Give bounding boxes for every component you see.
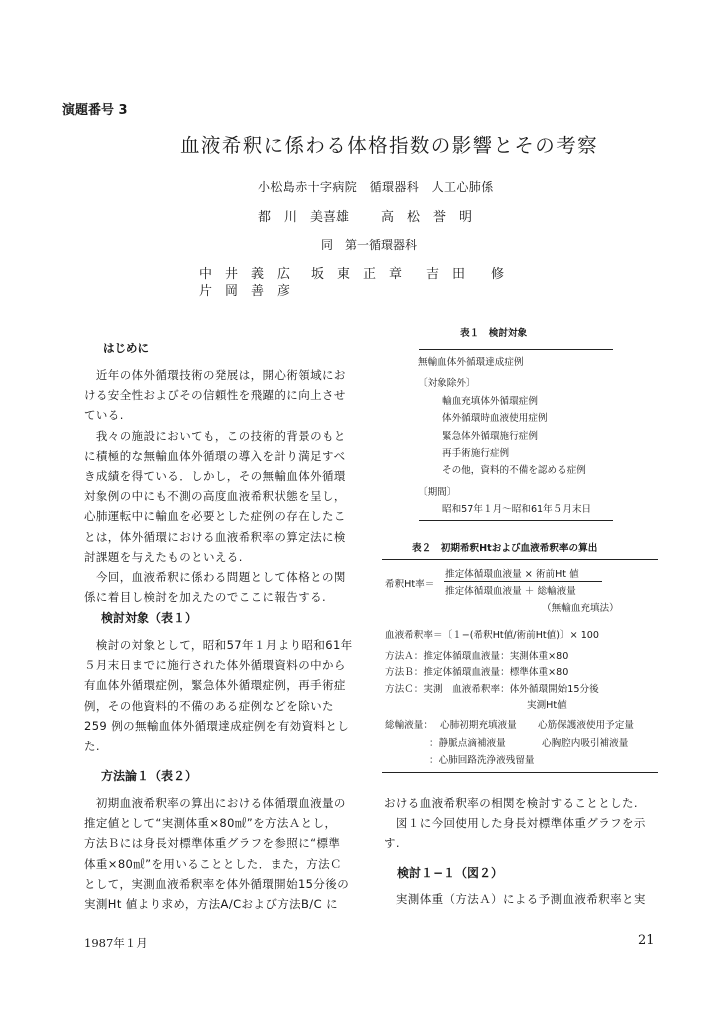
table1-period-head: 〔期間〕 [418,486,457,498]
author-6: 片 岡 善 彦 [199,284,291,299]
table1-top-rule [419,349,613,350]
study-paragraph: 実測体重（方法Ａ）による予測血液希釈率と実 [384,892,646,906]
table1-caption: 表１ 検討対象 [460,328,528,339]
fraction-bar [444,581,602,582]
author-3: 中 井 義 広 [199,267,291,282]
author-4: 坂 東 正 章 [311,267,403,282]
formula-denominator: 推定体循環血液量 ＋ 総輸液量 [445,586,576,597]
table1-body: 無輸血体外循環達成症例 〔対象除外〕 輸血充填体外循環症例 体外循環時血液使用症例 緊急体外循環施行症例 再手術施行症例 その他，資料的不備を認める症例 〔期間〕 昭和57年１月〜昭和61年５月末日 [418,354,591,519]
dilution-ht-label: 希釈Ht率＝ [385,579,435,590]
author-5: 吉 田 修 [426,267,505,282]
session-number: 演題番号 3 [62,103,128,118]
table1-row-subject: 無輸血体外循環達成症例 [418,357,524,368]
paper-title: 血液希釈に係わる体格指数の影響とその考察 [180,134,599,157]
method-c-row: 方法Ｃ：実測 血液希釈率：体外循環開始15分後 [385,683,599,695]
fluid-item-1: 心肺初期充填液量 [440,720,517,731]
section-heading-method: 方法論１（表２） [101,769,198,783]
issue-date: 1987年１月 [84,936,148,950]
right-paragraph: おける血液希釈率の相関を検討することとした. 図１に今回使用した身長対標準体重グラフを示 す. [384,796,646,851]
fluid-item-4: 心胸腔内吸引補液量 [542,738,629,749]
methods-list [385,649,599,715]
page-number: 21 [638,933,655,948]
section-heading-study: 検討１−１（図２） [397,866,504,880]
method-b-row: 方法Ｂ：推定体循環血液量：標準体重×80 [385,667,569,679]
table2-bottom-rule [382,772,658,773]
table1-exclusion-head: 〔対象除外〕 [418,378,476,390]
section-heading-intro: はじめに [103,341,149,355]
author-2: 高 松 誉 明 [381,210,473,225]
table1-period: 昭和57年１月〜昭和61年５月末日 [442,504,592,516]
intro-paragraph: 近年の体外循環技術の発展は，開心術領域にお ける安全性およびその信頼性を飛躍的に向上させ ている. 我々の施設においても，この技術的背景のもと に積極的な無輸血体外循環の導入を計り満足すべ き成績を得ている．しかし，その無輸血体外循環 対象例の中にも不測の高度血液希釈状態を呈し， 心肺運転中に輸血を必要とした症例の存在したこ とは，体外循環における血液希釈率の算定法に検 討課題を与えたものといえる. 今回，血液希釈に係わる問題として体格との関 係に着目し検討を加えたのでここに報告する. [84,368,346,605]
author-1: 都 川 美喜雄 [258,210,350,225]
method-c-cont: 実測Ht値 [527,700,567,712]
method-a-row: 方法Ａ：推定体循環血液量：実測体重×80 [385,651,569,662]
table1-bottom-rule [419,520,613,521]
dilution-ratio-formula: 血液希釈率＝〔１−(希釈Ht値/術前Ht値)〕× 100 [385,630,600,641]
method-paragraph: 初期血液希釈率の算出における体循環血液量の 推定値として“実測体重×80㎖”を方法Ａとし， 方法Ｂには身長対標準体重グラフを参照に“標準 体重×80㎖”を用いることとした．また，方法Ｃ として，実測血液希釈率を体外循環開始15分後の 実測Ht 値より求め，方法A/Cおよび方法B/C に [84,796,350,912]
section-heading-subjects: 検討対象（表１） [101,611,198,625]
fluid-item-3: ：静脈点滴補液量 [429,738,506,749]
affiliation-secondary: 同 第一循環器科 [321,238,418,252]
subjects-paragraph: 検討の対象として，昭和57年１月より昭和61年 ５月末日までに施行された体外循環資料の中から 有血体外循環症例，緊急体外循環症例，再手術症 例，その他資料的不備のある症例などを除いた 259 例の無輸血体外循環達成症例を有効資料とし た. [84,638,353,754]
affiliation-primary: 小松島赤十字病院 循環器科 人工心肺係 [258,180,494,194]
table2-top-rule [382,559,658,560]
table2-caption: 表２ 初期希釈Htおよび血液希釈率の算出 [412,543,598,554]
formula-note: （無輸血充填法） [542,603,619,614]
fluid-item-2: 心筋保護液使用予定量 [538,720,634,731]
fluid-item-5: ：心肺回路洗浄液残留量 [429,755,535,766]
formula-numerator: 推定体循環血液量 × 術前Ht 値 [445,569,579,580]
fluid-label: 総輸液量： [385,720,433,731]
